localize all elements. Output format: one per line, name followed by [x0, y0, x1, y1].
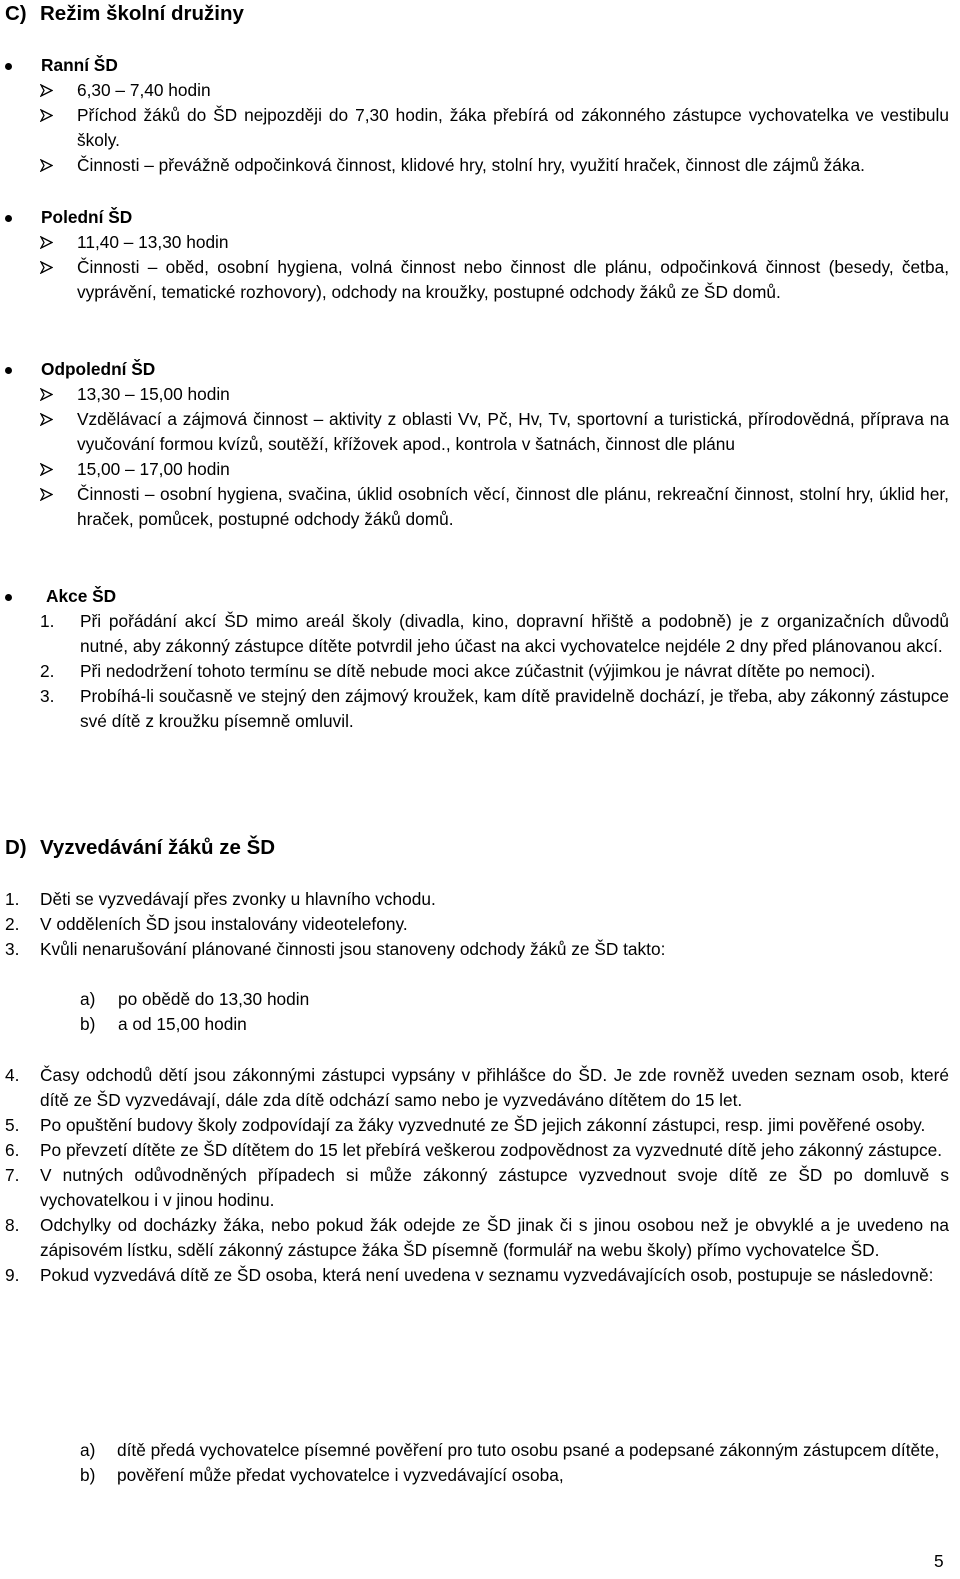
odpoledni-block [0, 357, 960, 532]
numbered-item [0, 937, 960, 962]
bullet-icon [5, 215, 12, 222]
poledni-block [0, 205, 960, 305]
list-item-text: 13,30 – 15,00 hodin [77, 384, 230, 404]
vyzvedavani-list-b [0, 1063, 960, 1288]
list-item [0, 103, 960, 153]
arrow-bullet-icon [40, 236, 53, 249]
vyzvedavani-sub-items [0, 1438, 960, 1488]
item-text: V nutných odůvodněných případech si může zákonný zástupce vyzvednout svoje dítě ze ŠD po domluvě s vychovatelkou i v jinou hodinu. [40, 1165, 949, 1210]
poledni-title: Polední ŠD [41, 207, 133, 227]
numbered-item [0, 1263, 960, 1288]
item-text: Po opuštění budovy školy zodpovídají za žáky vyzvednuté ze ŠD jejich zákonní zástupci, resp. jimi pověřené osoby. [40, 1115, 926, 1135]
item-number: 2. [5, 914, 20, 934]
list-item [0, 407, 960, 457]
item-letter: a) [80, 1440, 96, 1460]
sub-item [0, 1012, 960, 1037]
item-text: pověření může předat vychovatelce i vyzvedávající osoba, [117, 1465, 564, 1485]
list-item [0, 482, 960, 532]
list-item-text: Vzdělávací a zájmová činnost – aktivity z oblasti Vv, Pč, Hv, Tv, sportovní a turistická, přírodovědná, příprava na vyučování formou kvízů, soutěží, křížovek apod., kontrola v šatnách, činnost dle plánu [77, 409, 949, 454]
poledni-heading [0, 205, 960, 230]
item-number: 6. [5, 1140, 20, 1160]
numbered-item [0, 1063, 960, 1113]
item-letter: a) [80, 989, 96, 1009]
ranni-heading [0, 53, 960, 78]
list-item-text: Činnosti – převážně odpočinková činnost, klidové hry, stolní hry, využití hraček, činnost dle zájmů žáka. [77, 155, 865, 175]
item-text: Odchylky od docházky žáka, nebo pokud žák odejde ze ŠD jinak či s jinou osobou než je obvyklé a je uvedeno na zápisovém lístku, sdělí zákonný zástupce žáka ŠD písemně (formulář na webu školy) přímo vychovatelce ŠD. [40, 1215, 949, 1260]
sub-item [0, 1463, 960, 1488]
section-c-heading [5, 0, 244, 28]
section-d-heading [5, 834, 275, 862]
item-text: Časy odchodů dětí jsou zákonnými zástupci vypsány v přihlášce do ŠD. Je zde rovněž uveden seznam osob, které dítě ze ŠD vyzvedávají, dále zda dítě odchází samo nebo je vyzvedáváno dítětem do 15 let. [40, 1065, 949, 1110]
arrow-bullet-icon [40, 261, 53, 274]
ranni-block [0, 53, 960, 178]
arrow-bullet-icon [40, 463, 53, 476]
numbered-item [0, 1163, 960, 1213]
odpoledni-heading [0, 357, 960, 382]
item-number: 4. [5, 1065, 20, 1085]
bullet-icon [5, 63, 12, 70]
sub-item [0, 1438, 960, 1463]
item-number: 1. [40, 611, 55, 631]
list-item-text: Činnosti – oběd, osobní hygiena, volná činnost nebo činnost dle plánu, odpočinková činnost (besedy, četba, vyprávění, tematické rozhovory), odchody na kroužky, postupné odchody žáků ze ŠD domů. [77, 257, 949, 302]
vyzvedavani-times [0, 987, 960, 1037]
akce-heading [0, 584, 960, 609]
odpoledni-title: Odpolední ŠD [41, 359, 156, 379]
list-item [0, 382, 960, 407]
item-number: 7. [5, 1165, 20, 1185]
numbered-item [0, 1213, 960, 1263]
arrow-bullet-icon [40, 413, 53, 426]
item-text: a od 15,00 hodin [118, 1014, 247, 1034]
list-item-text: 11,40 – 13,30 hodin [77, 232, 229, 252]
item-number: 5. [5, 1115, 20, 1135]
list-item [0, 78, 960, 103]
item-text: Při pořádání akcí ŠD mimo areál školy (divadla, kino, dopravní hřiště a podobně) je z organizačních důvodů nutné, aby zákonný zástupce dítěte potvrdil jeho účast na akci vychovatelce nejdéle 2 dny před plánovanou akcí. [80, 611, 949, 656]
sub-item [0, 987, 960, 1012]
akce-title: Akce ŠD [46, 586, 117, 606]
section-d-label: D) [5, 836, 27, 859]
section-c-label: C) [5, 2, 27, 25]
item-text: po obědě do 13,30 hodin [118, 989, 310, 1009]
section-d-title: Vyzvedávání žáků ze ŠD [40, 836, 276, 859]
vyzvedavani-list-a [0, 887, 960, 962]
list-item [0, 457, 960, 482]
list-item [0, 153, 960, 178]
list-item-text: 15,00 – 17,00 hodin [77, 459, 230, 479]
numbered-item [0, 887, 960, 912]
arrow-bullet-icon [40, 488, 53, 501]
numbered-item [0, 609, 960, 659]
numbered-item [0, 1138, 960, 1163]
item-number: 8. [5, 1215, 20, 1235]
item-text: Děti se vyzvedávají přes zvonky u hlavního vchodu. [40, 889, 436, 909]
item-letter: b) [80, 1014, 96, 1034]
numbered-item [0, 684, 960, 734]
item-text: dítě předá vychovatelce písemné pověření pro tuto osobu psané a podepsané zákonným zástupcem dítěte, [117, 1440, 940, 1460]
numbered-item [0, 659, 960, 684]
list-item [0, 230, 960, 255]
item-number: 3. [5, 939, 20, 959]
arrow-bullet-icon [40, 84, 53, 97]
akce-block [0, 584, 960, 734]
item-text: Při nedodržení tohoto termínu se dítě nebude moci akce zúčastnit (výjimkou je návrat dítěte po nemoci). [80, 661, 876, 681]
ranni-title: Ranní ŠD [41, 55, 118, 75]
numbered-item [0, 1113, 960, 1138]
arrow-bullet-icon [40, 388, 53, 401]
item-text: Kvůli nenarušování plánované činnosti jsou stanoveny odchody žáků ze ŠD takto: [40, 939, 666, 959]
bullet-icon [5, 367, 12, 374]
item-text: Po převzetí dítěte ze ŠD dítětem do 15 let přebírá veškerou zodpovědnost za vyzvednuté dítě jeho zákonný zástupce. [40, 1140, 943, 1160]
page-number: 5 [934, 1551, 944, 1571]
item-number: 2. [40, 661, 55, 681]
arrow-bullet-icon [40, 109, 53, 122]
item-letter: b) [80, 1465, 96, 1485]
list-item-text: Činnosti – osobní hygiena, svačina, úklid osobních věcí, činnost dle plánu, rekreační činnost, stolní hry, úklid her, hraček, pomůcek, postupné odchody žáků domů. [77, 484, 949, 529]
list-item-text: Příchod žáků do ŠD nejpozději do 7,30 hodin, žáka přebírá od zákonného zástupce vychovatelka ve vestibulu školy. [77, 105, 949, 150]
list-item [0, 255, 960, 305]
item-number: 1. [5, 889, 20, 909]
item-number: 9. [5, 1265, 20, 1285]
item-number: 3. [40, 686, 55, 706]
numbered-item [0, 912, 960, 937]
list-item-text: 6,30 – 7,40 hodin [77, 80, 211, 100]
section-c-title: Režim školní družiny [40, 2, 244, 25]
item-text: V odděleních ŠD jsou instalovány videotelefony. [40, 914, 408, 934]
item-text: Probíhá-li současně ve stejný den zájmový kroužek, kam dítě pravidelně dochází, je třeba, aby zákonný zástupce své dítě z kroužku písemně omluvil. [80, 686, 949, 731]
item-text: Pokud vyzvedává dítě ze ŠD osoba, která není uvedena v seznamu vyzvedávajících osob, postupuje se následovně: [40, 1265, 934, 1285]
bullet-icon [5, 594, 12, 601]
arrow-bullet-icon [40, 159, 53, 172]
